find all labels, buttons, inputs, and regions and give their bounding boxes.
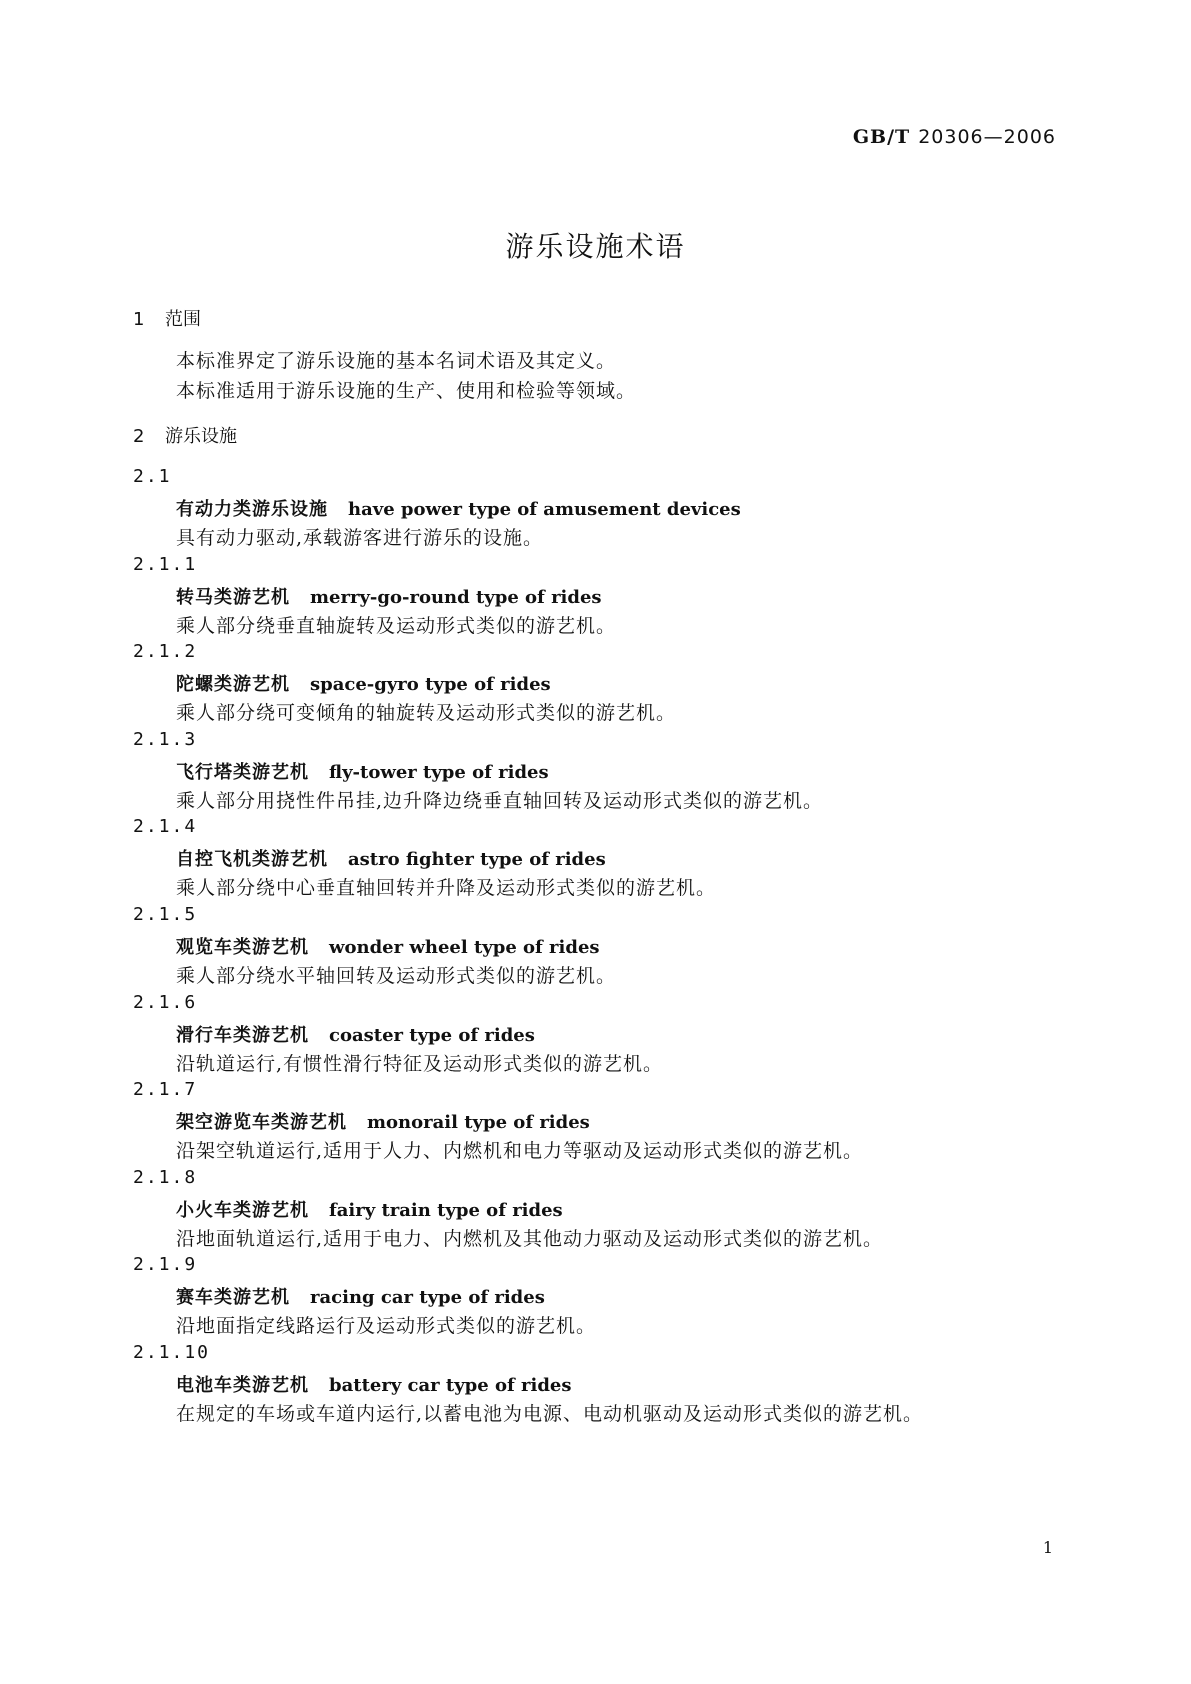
term-definition: 沿地面指定线路运行及运动形式类似的游艺机。 <box>176 1315 597 1338</box>
term-heading <box>176 1371 572 1397</box>
scope-paragraph: 本标准界定了游乐设施的基本名词术语及其定义。 <box>176 350 617 372</box>
term-definition: 沿架空轨道运行,适用于人力、内燃机和电力等驱动及运动形式类似的游艺机。 <box>176 1140 864 1163</box>
term-definition: 在规定的车场或车道内运行,以蓄电池为电源、电动机驱动及运动形式类似的游艺机。 <box>176 1403 924 1425</box>
term-definition: 具有动力驱动,承载游客进行游乐的设施。 <box>176 527 544 549</box>
term-definition: 乘人部分绕垂直轴旋转及运动形式类似的游艺机。 <box>176 614 617 637</box>
term-heading <box>176 1021 535 1047</box>
term-chinese: 转马类游艺机 <box>176 586 290 608</box>
section-number: 2 <box>133 426 145 447</box>
term-english: monorail type of rides <box>367 1112 590 1134</box>
standard-code <box>853 126 1056 148</box>
clause-number: 2.1.10 <box>133 1342 211 1363</box>
clause-number: 2.1.6 <box>133 991 198 1013</box>
clause-number: 2.1.3 <box>133 728 198 750</box>
scope-paragraph: 本标准适用于游乐设施的生产、使用和检验等领域。 <box>176 380 637 402</box>
term-definition: 乘人部分绕水平轴回转及运动形式类似的游艺机。 <box>176 965 617 987</box>
term-definition: 沿轨道运行,有惯性滑行特征及运动形式类似的游艺机。 <box>176 1052 664 1075</box>
term-definition: 乘人部分绕中心垂直轴回转并升降及运动形式类似的游艺机。 <box>176 877 717 900</box>
clause-number: 2.1.1 <box>133 553 198 575</box>
term-definition: 沿地面轨道运行,适用于电力、内燃机及其他动力驱动及运动形式类似的游艺机。 <box>176 1227 884 1250</box>
term-english: coaster type of rides <box>329 1024 535 1046</box>
term-english: space-gyro type of rides <box>310 674 551 696</box>
term-heading <box>176 758 549 784</box>
document-title: 游乐设施术语 <box>505 230 686 263</box>
section-1-heading <box>133 305 201 331</box>
term-chinese: 电池车类游艺机 <box>176 1375 309 1396</box>
term-heading <box>176 845 606 871</box>
term-chinese: 滑行车类游艺机 <box>176 1024 309 1046</box>
term-english: have power type of amusement devices <box>348 499 741 520</box>
section-number: 1 <box>133 309 145 330</box>
clause-number: 2.1.2 <box>133 641 198 663</box>
term-definition: 乘人部分用挠性件吊挂,边升降边绕垂直轴回转及运动形式类似的游艺机。 <box>176 789 824 812</box>
term-english: wonder wheel type of rides <box>329 937 600 958</box>
page-number: 1 <box>1042 1538 1053 1557</box>
term-heading <box>176 583 602 609</box>
term-chinese: 陀螺类游艺机 <box>176 674 290 696</box>
term-chinese: 飞行塔类游艺机 <box>176 761 309 783</box>
term-heading <box>176 933 600 959</box>
term-english: astro fighter type of rides <box>348 849 606 871</box>
term-chinese: 赛车类游艺机 <box>176 1287 290 1309</box>
term-english: merry-go-round type of rides <box>310 586 602 608</box>
term-heading <box>176 1108 590 1134</box>
term-heading <box>176 670 551 696</box>
clause-number: 2.1.8 <box>133 1166 198 1188</box>
term-english: fairy train type of rides <box>329 1199 563 1221</box>
section-title: 范围 <box>165 309 201 330</box>
term-english: fly-tower type of rides <box>329 761 549 783</box>
term-chinese: 小火车类游艺机 <box>176 1199 309 1221</box>
term-heading <box>176 495 741 521</box>
clause-number: 2.1.4 <box>133 816 198 838</box>
standard-code-number: 20306—2006 <box>918 126 1056 148</box>
term-chinese: 自控飞机类游艺机 <box>176 849 328 871</box>
term-heading <box>176 1196 563 1222</box>
term-chinese: 架空游览车类游艺机 <box>176 1112 347 1134</box>
term-definition: 乘人部分绕可变倾角的轴旋转及运动形式类似的游艺机。 <box>176 702 677 725</box>
term-chinese: 有动力类游乐设施 <box>176 499 328 520</box>
standard-code-prefix: GB/T <box>852 126 911 148</box>
clause-number: 2.1 <box>133 466 172 487</box>
clause-number: 2.1.9 <box>133 1254 198 1276</box>
term-chinese: 观览车类游艺机 <box>176 937 309 958</box>
section-title: 游乐设施 <box>165 426 237 447</box>
term-english: battery car type of rides <box>329 1375 572 1396</box>
clause-number: 2.1.7 <box>133 1079 198 1101</box>
term-english: racing car type of rides <box>310 1287 545 1309</box>
term-heading <box>176 1283 545 1309</box>
clause-number: 2.1.5 <box>133 904 198 925</box>
section-2-heading <box>133 422 237 448</box>
